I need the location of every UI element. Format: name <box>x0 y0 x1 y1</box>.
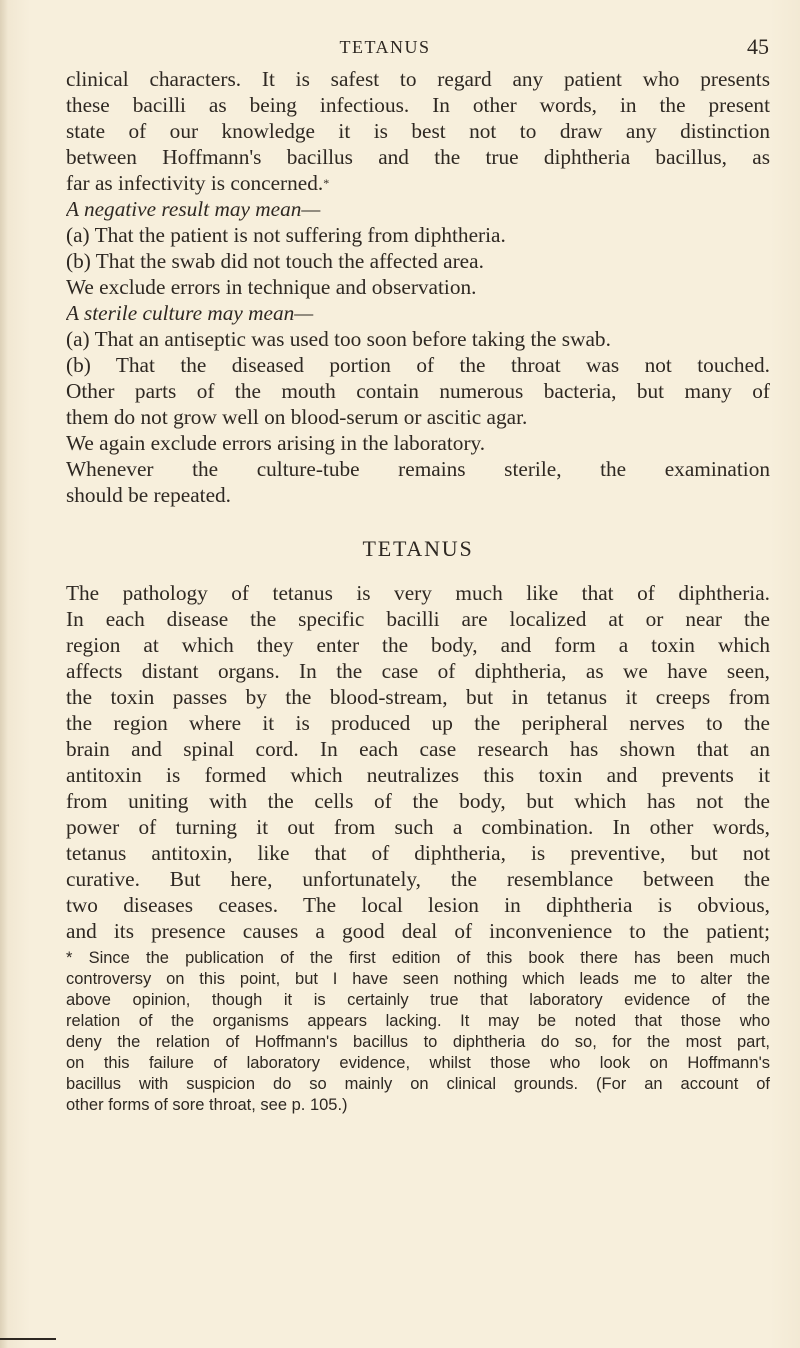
page-header <box>0 30 800 64</box>
text-line: Whenever the culture-tube remains sterile, the examination <box>66 457 770 481</box>
text-line <box>66 170 770 196</box>
text-line: these bacilli as being infectious. In other words, in the present <box>66 93 770 117</box>
footnote-line: bacillus with suspicion do so mainly on clinical grounds. (For an account of <box>66 1075 770 1093</box>
negative-result-heading: A negative result may mean— <box>66 197 321 221</box>
opening-paragraph <box>66 66 770 196</box>
text-line: the toxin passes by the blood-stream, but in tetanus it creeps from <box>66 685 770 709</box>
text-line: them do not grow well on blood-serum or ascitic agar. <box>66 405 528 429</box>
text-line: brain and spinal cord. In each case research has shown that an <box>66 737 770 761</box>
page-body <box>66 66 770 1116</box>
footnote-line: controversy on this point, but I have seen nothing which leads me to alter the <box>66 970 770 988</box>
text-line: two diseases ceases. The local lesion in diphtheria is obvious, <box>66 893 770 917</box>
page-binding-edge <box>0 0 8 1348</box>
page-bottom-mark <box>0 1338 56 1340</box>
section-heading: TETANUS <box>362 536 474 561</box>
negative-result-list <box>66 196 770 300</box>
text-line: Other parts of the mouth contain numerous bacteria, but many of <box>66 379 770 403</box>
page-number: 45 <box>747 34 769 59</box>
footnote-line: * Since the publication of the first edition of this book there has been much <box>66 949 770 967</box>
text-line: between Hoffmann's bacillus and the true diphtheria bacillus, as <box>66 145 770 169</box>
footnote-line: above opinion, though it is certainly true that laboratory evidence of the <box>66 991 770 1009</box>
text-line: and its presence causes a good deal of inconvenience to the patient; <box>66 919 770 943</box>
text-line: state of our knowledge it is best not to draw any distinction <box>66 119 770 143</box>
text-line: region at which they enter the body, and form a toxin which <box>66 633 770 657</box>
negative-result-item-b: (b) That the swab did not touch the affected area. <box>66 249 484 273</box>
footnote-line: on this failure of laboratory evidence, whilst those who look on Hoffmann's <box>66 1054 770 1072</box>
text-line: the region where it is produced up the peripheral nerves to the <box>66 711 770 735</box>
footnote-line: deny the relation of Hoffmann's bacillus to diphtheria do so, for the most part, <box>66 1033 770 1051</box>
sterile-culture-heading: A sterile culture may mean— <box>66 301 314 325</box>
text-line: antitoxin is formed which neutralizes this toxin and prevents it <box>66 763 770 787</box>
tetanus-paragraph <box>66 580 770 944</box>
text-line: power of turning it out from such a combination. In other words, <box>66 815 770 839</box>
footnote-line: other forms of sore throat, see p. 105.) <box>66 1096 348 1114</box>
sterile-culture-item-a: (a) That an antiseptic was used too soon before taking the swab. <box>66 327 611 351</box>
text-line: The pathology of tetanus is very much like that of diphtheria. <box>66 581 770 605</box>
sterile-culture-item-b: (b) That the diseased portion of the throat was not touched. <box>66 353 770 377</box>
text-line: curative. But here, unfortunately, the resemblance between the <box>66 867 770 891</box>
negative-result-item-a: (a) That the patient is not suffering from diphtheria. <box>66 223 506 247</box>
footnote-reference: * <box>323 176 330 190</box>
text-line: affects distant organs. In the case of diphtheria, as we have seen, <box>66 659 770 683</box>
running-title: TETANUS <box>339 37 431 57</box>
repeat-examination-note <box>66 456 770 508</box>
text-line: from uniting with the cells of the body, but which has not the <box>66 789 770 813</box>
footnote <box>66 948 770 1116</box>
text-line: clinical characters. It is safest to regard any patient who presents <box>66 67 770 91</box>
text-line: In each disease the specific bacilli are localized at or near the <box>66 607 770 631</box>
text-line: tetanus antitoxin, like that of diphtheria, is preventive, but not <box>66 841 770 865</box>
text-line: should be repeated. <box>66 483 231 507</box>
footnote-line: relation of the organisms appears lacking. It may be noted that those who <box>66 1012 770 1030</box>
section-spacer <box>66 508 770 518</box>
sterile-culture-note: We again exclude errors arising in the laboratory. <box>66 431 486 455</box>
sterile-culture-list <box>66 300 770 456</box>
negative-result-note: We exclude errors in technique and observation. <box>66 275 477 299</box>
text-line-content: far as infectivity is concerned. <box>66 171 324 195</box>
